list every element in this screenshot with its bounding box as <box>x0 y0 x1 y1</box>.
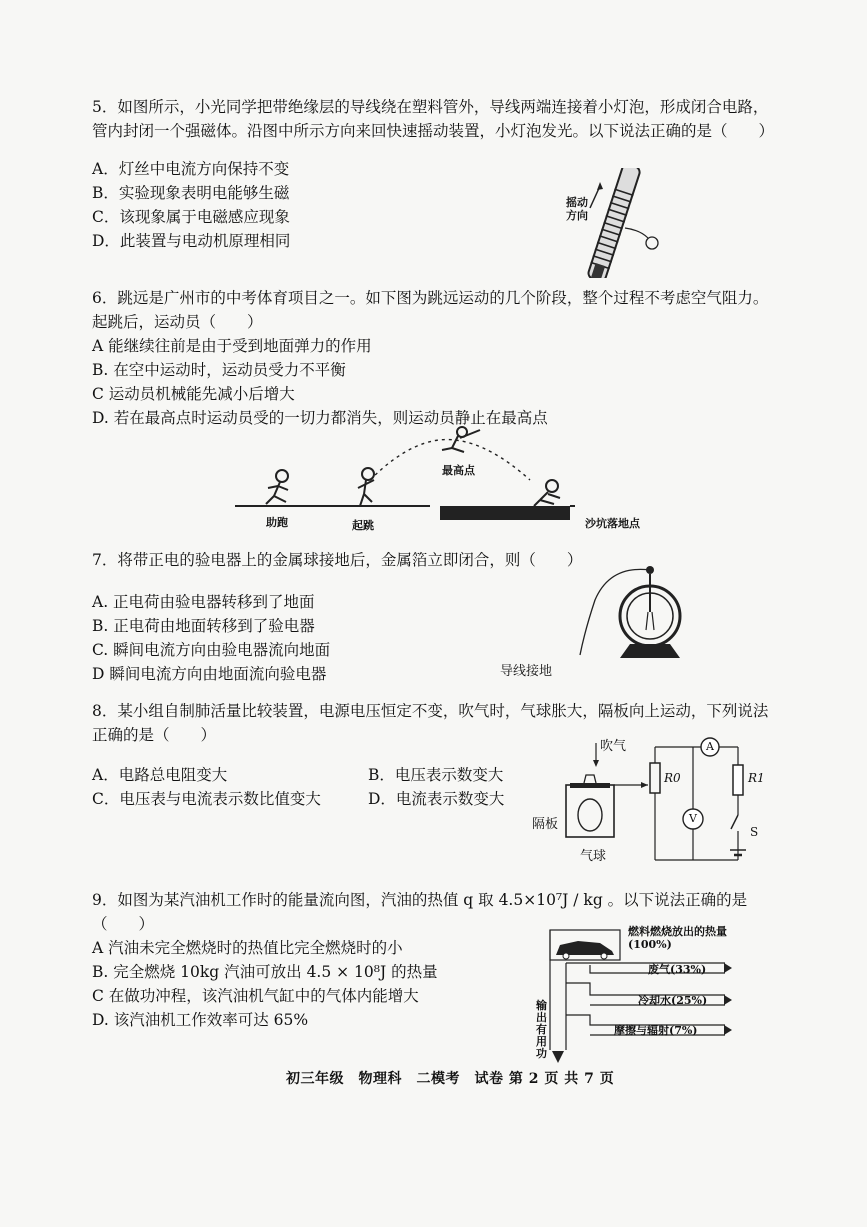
q5-option-b[interactable]: B．实验现象表明电能够生磁 <box>92 184 290 202</box>
q5-option-a[interactable]: A．灯丝中电流方向保持不变 <box>92 160 290 178</box>
q7-option-b[interactable]: B. 正电荷由地面转移到了验电器 <box>92 617 315 635</box>
q8-ammeter-label: A <box>706 740 714 753</box>
q5-option-c[interactable]: C．该现象属于电磁感应现象 <box>92 208 290 226</box>
q9-label-exhaust: 废气(33%) <box>648 963 707 976</box>
question-6-stem: 6．跳远是广州市的中考体育项目之一。如下图为跳远运动的几个阶段，整个过程不考虑空气阻力。起跳后，运动员（ ） <box>92 289 769 331</box>
q9-option-c[interactable]: C 在做功冲程，该汽油机气缸中的气体内能增大 <box>92 987 419 1005</box>
q9-label-friction: 摩擦与辐射(7%) <box>614 1024 698 1037</box>
q6-long-jump-figure <box>230 420 670 538</box>
q7-option-c[interactable]: C. 瞬间电流方向由验电器流向地面 <box>92 641 331 659</box>
q8-label-balloon: 气球 <box>580 849 607 864</box>
q7-figure-label: 导线接地 <box>500 664 553 679</box>
q7-option-a[interactable]: A. 正电荷由验电器转移到了地面 <box>92 593 315 611</box>
q5-figure-label: 摇动方向 <box>566 196 588 222</box>
q6-label-highest: 最高点 <box>442 464 475 477</box>
q9-option-b[interactable]: B. 完全燃烧 10kg 汽油可放出 4.5 × 10⁸J 的热量 <box>92 963 438 981</box>
q5-option-d[interactable]: D．此装置与电动机原理相同 <box>92 232 291 250</box>
q8-label-r0: R0 <box>664 771 681 785</box>
q7-option-d[interactable]: D 瞬间电流方向由地面流向验电器 <box>92 665 327 683</box>
question-5 <box>92 95 775 253</box>
q8-option-d[interactable]: D．电流表示数变大 <box>368 790 505 808</box>
q9-label-useful: 输出有用功 <box>536 999 547 1060</box>
q6-label-takeoff: 起跳 <box>352 519 374 532</box>
q9-option-a[interactable]: A 汽油未完全燃烧时的热值比完全燃烧时的小 <box>92 939 403 957</box>
q6-option-a[interactable]: A 能继续往前是由于受到地面弹力的作用 <box>92 337 372 355</box>
page-footer: 初三年级 物理科 二模考 试卷 第 2 页 共 7 页 <box>286 1071 615 1087</box>
q8-label-r1: R1 <box>748 771 765 785</box>
q6-option-c[interactable]: C 运动员机械能先减小后增大 <box>92 385 295 403</box>
q8-option-c[interactable]: C．电压表与电流表示数比值变大 <box>92 790 321 808</box>
q8-label-plate: 隔板 <box>532 817 559 832</box>
q8-option-a[interactable]: A．电路总电阻变大 <box>92 766 228 784</box>
q9-label-total: 燃料燃烧放出的热量(100%) <box>628 925 727 951</box>
q9-label-cooling: 冷却水(25%) <box>638 994 708 1007</box>
q6-label-runup: 助跑 <box>266 516 288 529</box>
q7-electroscope-figure <box>500 560 700 680</box>
question-9-stem: 9．如图为某汽油机工作时的能量流向图，汽油的热值 q 取 4.5×10⁷J / kg 。以下说法正确的是（ ） <box>92 891 748 933</box>
q8-voltmeter-label: V <box>689 812 697 825</box>
q6-label-landing: 沙坑落地点 <box>585 517 640 530</box>
q8-circuit-figure <box>528 735 768 875</box>
q8-option-b[interactable]: B．电压表示数变大 <box>368 766 504 784</box>
q9-energy-flow-figure <box>530 925 740 1065</box>
q6-option-d[interactable]: D. 若在最高点时运动员受的一切力都消失，则运动员静止在最高点 <box>92 409 548 427</box>
q8-label-blow: 吹气 <box>600 739 627 754</box>
q9-option-d[interactable]: D. 该汽油机工作效率可达 65% <box>92 1011 309 1029</box>
question-7-stem: 7．将带正电的验电器上的金属球接地后，金属箔立即闭合，则（ ） <box>92 551 583 569</box>
question-6 <box>92 286 772 430</box>
question-5-stem: 5．如图所示，小光同学把带绝缘层的导线绕在塑料管外，导线两端连接着小灯泡，形成闭合电路，管内封闭一个强磁体。沿图中所示方向来回快速摇动装置，小灯泡发光。以下说法正确的是（ ） <box>92 98 775 140</box>
q6-option-b[interactable]: B. 在空中运动时，运动员受力不平衡 <box>92 361 346 379</box>
question-8-stem: 8．某小组自制肺活量比较装置，电源电压恒定不变，吹气时，气球胀大，隔板向上运动，下列说法正确的是（ ） <box>92 702 769 744</box>
q8-label-switch: S <box>750 825 759 839</box>
q5-coil-figure <box>560 168 670 278</box>
